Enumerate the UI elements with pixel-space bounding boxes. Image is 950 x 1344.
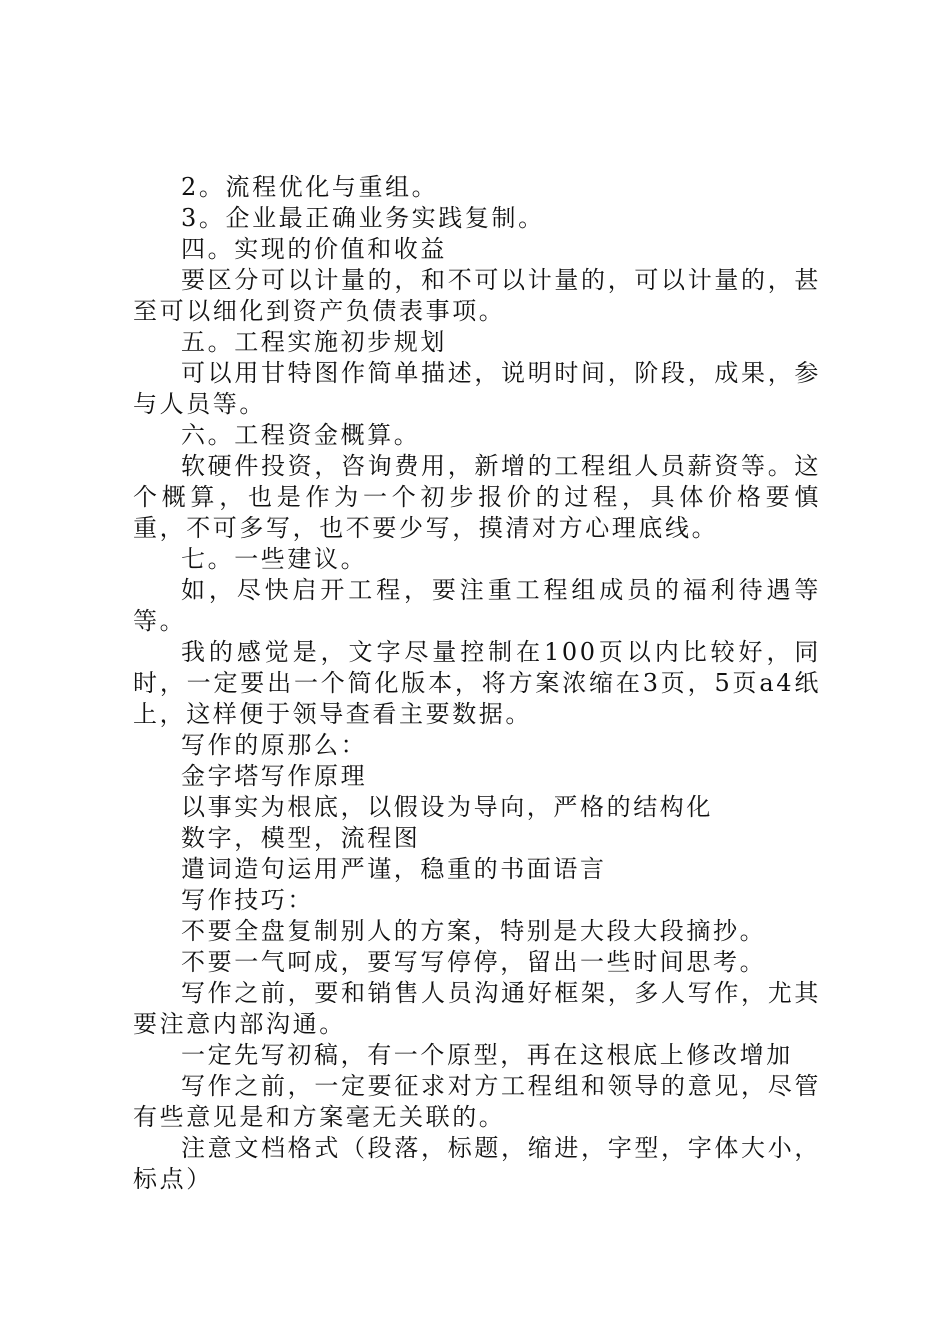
section-heading: 六。工程资金概算。 (181, 421, 421, 449)
paragraph: 注意文档格式（段落，标题，缩进，字型，字体大小，标点） (133, 1134, 821, 1193)
paragraph: 要区分可以计量的，和不可以计量的，可以计量的，甚至可以细化到资产负债表事项。 (133, 266, 821, 325)
section-heading: 四。实现的价值和收益 (181, 235, 447, 263)
paragraph: 写作之前，一定要征求对方工程组和领导的意见，尽管有些意见是和方案毫无关联的。 (133, 1072, 821, 1131)
paragraph: 以事实为根底，以假设为导向，严格的结构化 (181, 793, 713, 821)
paragraph: 不要全盘复制别人的方案，特别是大段大段摘抄。 (181, 917, 767, 945)
paragraph: 金字塔写作原理 (181, 762, 368, 790)
paragraph: 写作技巧： (181, 886, 314, 914)
paragraph: 我的感觉是，文字尽量控制在100页以内比较好，同时，一定要出一个简化版本，将方案浓缩在3页，5页a4纸上，这样便于领导查看主要数据。 (133, 638, 821, 728)
section-heading: 七。一些建议。 (181, 545, 368, 573)
paragraph: 写作的原那么： (181, 731, 368, 759)
paragraph: 一定先写初稿，有一个原型，再在这根底上修改增加 (181, 1041, 793, 1069)
paragraph: 如，尽快启开工程，要注重工程组成员的福利待遇等等。 (133, 576, 821, 635)
paragraph: 2。流程优化与重组。 (181, 173, 439, 201)
paragraph: 写作之前，要和销售人员沟通好框架，多人写作，尤其要注意内部沟通。 (133, 979, 821, 1038)
section-heading: 五。工程实施初步规划 (181, 328, 447, 356)
document-body (133, 172, 821, 1195)
paragraph: 软硬件投资，咨询费用，新增的工程组人员薪资等。这个概算，也是作为一个初步报价的过程，具体价格要慎重，不可多写，也不要少写，摸清对方心理底线。 (133, 452, 821, 542)
paragraph: 遣词造句运用严谨，稳重的书面语言 (181, 855, 607, 883)
paragraph: 不要一气呵成，要写写停停，留出一些时间思考。 (181, 948, 767, 976)
paragraph: 数字，模型，流程图 (181, 824, 421, 852)
paragraph: 3。企业最正确业务实践复制。 (181, 204, 545, 232)
paragraph: 可以用甘特图作简单描述，说明时间，阶段，成果，参与人员等。 (133, 359, 821, 418)
